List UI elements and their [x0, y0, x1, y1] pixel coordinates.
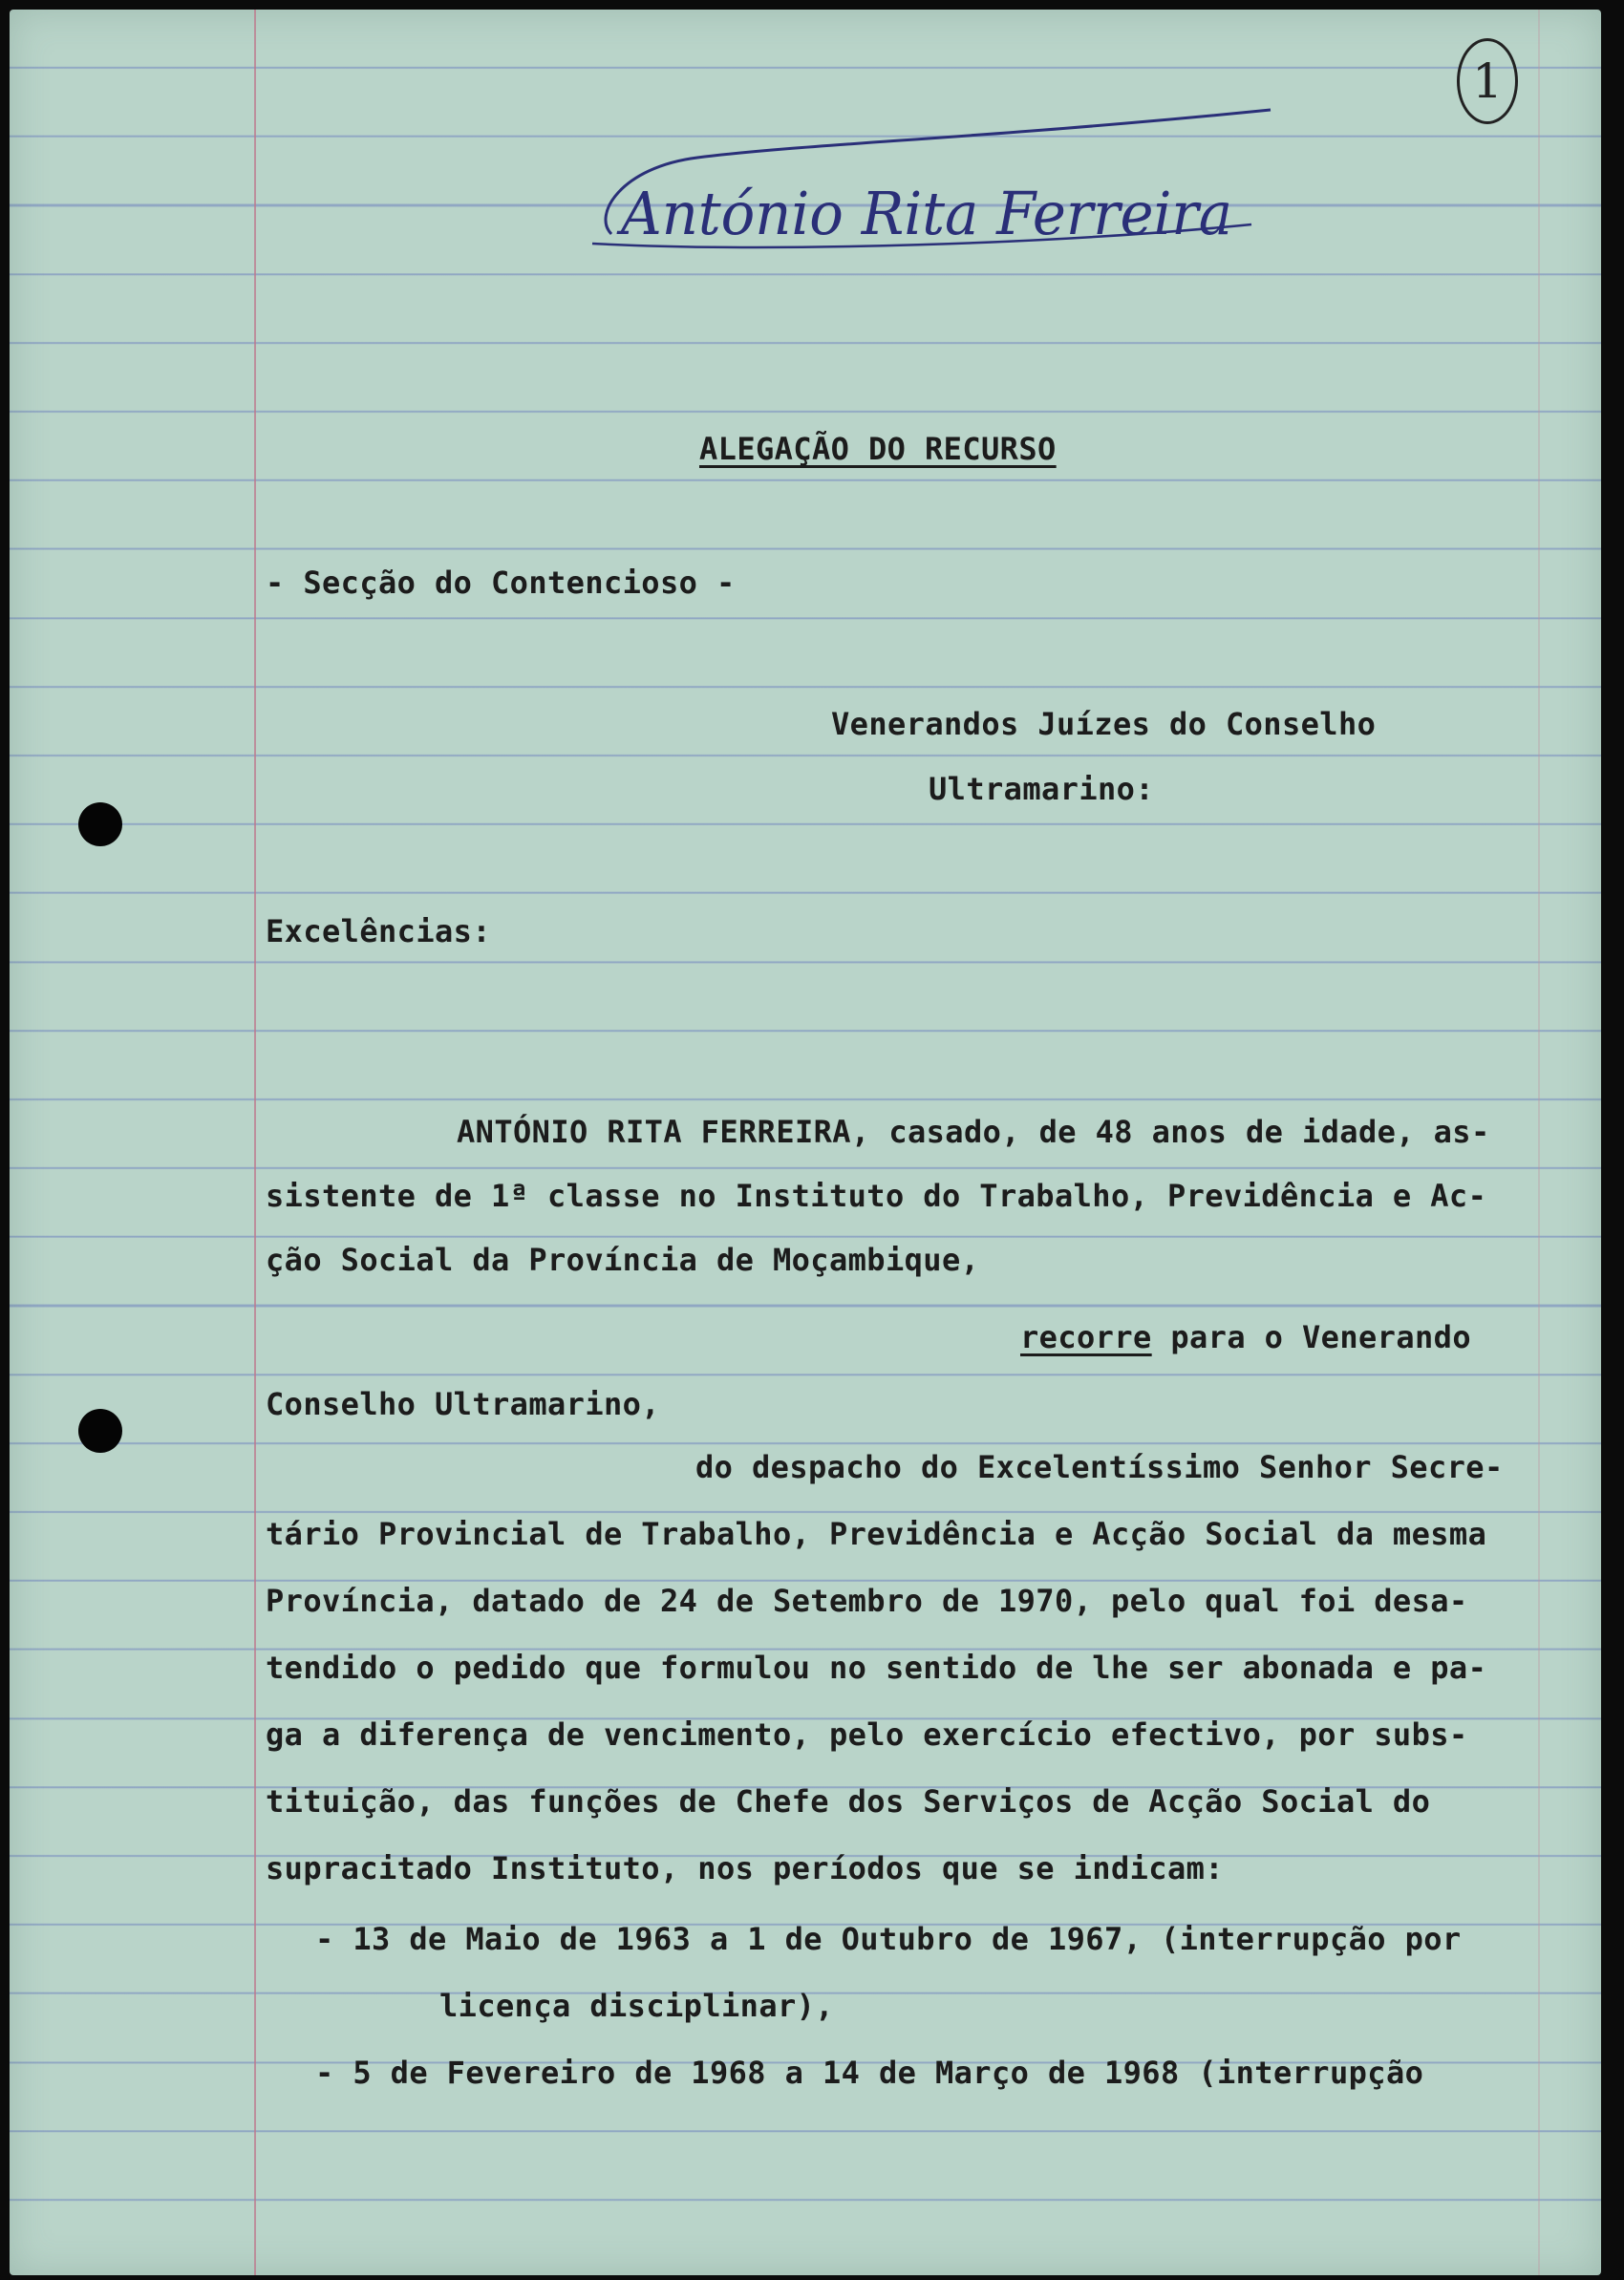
body-line: tituição, das funções de Chefe dos Serviços de Acção Social do [266, 1783, 1431, 1820]
body-line: Província, datado de 24 de Setembro de 1970, pelo qual foi desa- [266, 1583, 1468, 1619]
salutation-line: Ultramarino: [929, 771, 1154, 807]
appellant-details: , casado, de 48 anos de idade, as- [850, 1114, 1490, 1150]
body-line: ção Social da Província de Moçambique, [266, 1242, 980, 1278]
punch-hole [78, 802, 122, 846]
document-page [10, 10, 1601, 2275]
salutation-line: Venerandos Juízes do Conselho [831, 706, 1377, 742]
document-title: ALEGAÇÃO DO RECURSO [699, 431, 1057, 467]
body-line: tendido o pedido que formulou no sentido de lhe ser abonada e pa- [266, 1650, 1487, 1686]
body-line: Conselho Ultramarino, [266, 1386, 660, 1422]
page-number: 1 [1457, 38, 1518, 124]
period-item: licença disciplinar), [439, 1988, 834, 2024]
body-line: supracitado Instituto, nos períodos que se indicam: [266, 1850, 1224, 1886]
section-heading: - Secção do Contencioso - [266, 565, 736, 601]
body-line [1020, 1318, 1471, 1356]
svg-text:António Rita Ferreira: António Rita Ferreira [616, 179, 1232, 248]
signature [583, 100, 1280, 291]
body-line: do despacho do Excelentíssimo Senhor Secre- [695, 1449, 1504, 1485]
right-margin-rule [1538, 10, 1540, 2275]
body-line [457, 1113, 1490, 1151]
greeting: Excelências: [266, 913, 491, 949]
body-line: sistente de 1ª classe no Instituto do Trabalho, Previdência e Ac- [266, 1178, 1487, 1214]
period-item: - 13 de Maio de 1963 a 1 de Outubro de 1967, (interrupção por [315, 1921, 1462, 1957]
recorre-word: recorre [1020, 1319, 1152, 1355]
period-item: - 5 de Fevereiro de 1968 a 14 de Março de 1968 (interrupção [315, 2055, 1424, 2091]
appellant-name: ANTÓNIO RITA FERREIRA [457, 1114, 851, 1150]
body-line: ga a diferença de vencimento, pelo exercício efectivo, por subs- [266, 1716, 1468, 1753]
body-line: tário Provincial de Trabalho, Previdência e Acção Social da mesma [266, 1516, 1487, 1552]
punch-hole [78, 1409, 122, 1453]
margin-rule [254, 10, 256, 2275]
recorre-rest: para o Venerando [1151, 1319, 1471, 1355]
